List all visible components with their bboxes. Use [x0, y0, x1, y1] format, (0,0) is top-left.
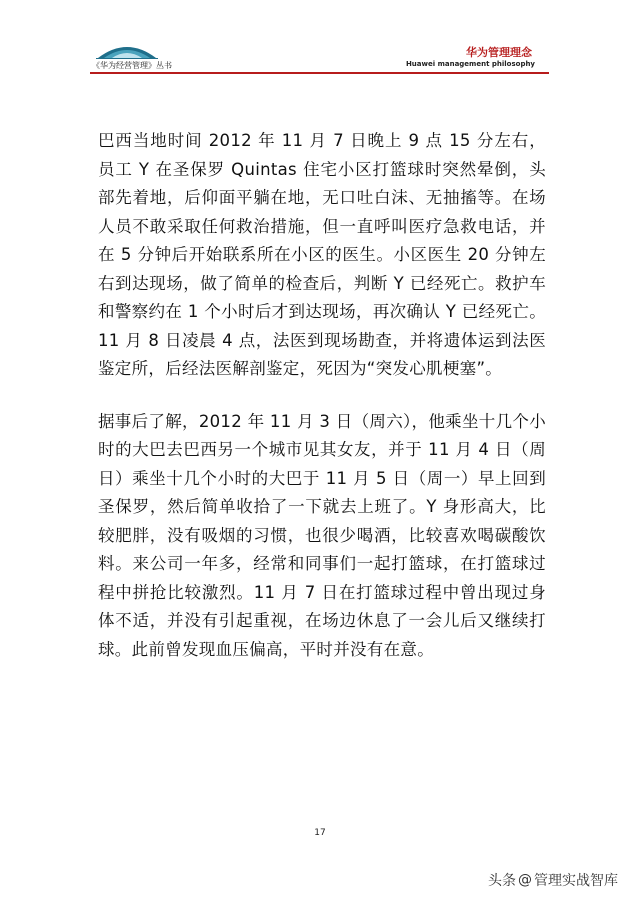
brand-title-cn: 华为管理理念 — [466, 46, 532, 59]
paragraph-incident: 巴西当地时间 2012 年 11 月 7 日晚上 9 点 15 分左右，员工 Y 在圣保罗 Quintas 住宅小区打篮球时突然晕倒，头部先着地，后仰面平躺在地，无口吐白沫、无抽搐等。在场人员不敢采取任何救治措施，但一直呼叫医疗急救电话，并在 5 分钟后开始联系所在小区的医生。小区医生 20 分钟左右到达现场，做了简单的检查后，判断 Y 已经死亡。救护车和警察约在 1 个小时后才到达现场，再次确认 Y 已经死亡。11 月 8 日凌晨 4 点，法医到现场勘查，并将遗体运到法医鉴定所，后经法医解剖鉴定，死因为“突发心肌梗塞”。 — [98, 131, 546, 378]
watermark-prefix: 头条 — [488, 873, 516, 889]
watermark — [488, 870, 618, 890]
page-header — [0, 0, 640, 80]
at-sign-icon: @ — [518, 872, 532, 888]
page-number: 17 — [314, 828, 326, 838]
paragraph-background: 据事后了解，2012 年 11 月 3 日（周六），他乘坐十几个小时的大巴去巴西另一个城市见其女友，并于 11 月 4 日（周日）乘坐十几个小时的大巴于 11 月 5 日（周一）早上回到圣保罗，然后简单收拾了一下就去上班了。Y 身形高大，比较肥胖，没有吸烟的习惯，也很少喝酒，比较喜欢喝碳酸饮料。来公司一年多，经常和同事们一起打篮球，在打篮球过程中拼抢比较激烈。11 月 7 日在打篮球过程中曾出现过身体不适，并没有引起重视，在场边休息了一会儿后又继续打球。此前曾发现血压偏高，平时并没有在意。 — [98, 411, 546, 659]
book-series-label: 《华为经营管理》丛书 — [92, 61, 172, 70]
document-body — [98, 127, 546, 688]
brand-title-en: Huawei management philosophy — [405, 60, 535, 68]
watermark-handle: 管理实战智库 — [534, 873, 618, 889]
mountain-logo-icon — [96, 38, 158, 60]
header-rule — [90, 72, 549, 74]
